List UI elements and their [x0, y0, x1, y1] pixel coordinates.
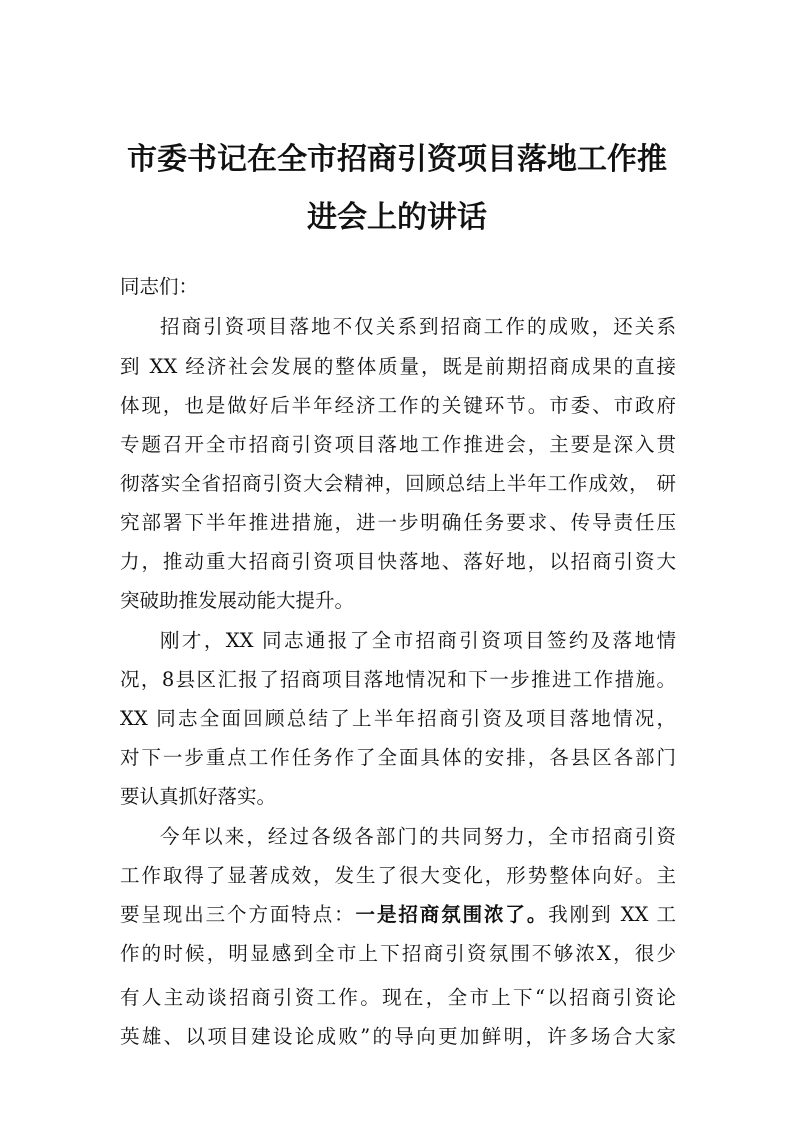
document-title-line-1: 市委书记在全市招商引资项目落地工作推 — [127, 142, 667, 177]
paragraph-line: 对下一步重点工作任务作了全面具体的安排，各县区各部门 — [120, 746, 676, 769]
paragraph-line: 要认真抓好落实。 — [120, 785, 277, 808]
paragraph-line: 今年以来，经过各级各部门的共同努力，全市招商引资 — [160, 825, 676, 848]
paragraph-line: 英雄、以项目建设论成败”的导向更加鲜明，许多场合大家 — [120, 1025, 676, 1048]
paragraph-line: XX 同志全面回顾总结了上半年招商引资及项目落地情况， — [120, 707, 676, 730]
paragraph-line: 到 XX 经济社会发展的整体质量，既是前期招商成果的直接 — [120, 355, 676, 378]
line-text: 要呈现出三个方面特点： — [120, 903, 356, 926]
paragraph-line: 招商引资项目落地不仅关系到招商工作的成败，还关系 — [160, 315, 676, 338]
paragraph-line: 究部署下半年推进措施，进一步明确任务要求、传导责任压 — [120, 511, 676, 534]
paragraph-line-with-emphasis — [120, 902, 676, 928]
emphasis-text: 一是招商氛围浓了。 — [355, 903, 549, 926]
paragraph-line: 专题召开全市招商引资项目落地工作推进会，主要是深入贯 — [120, 433, 676, 456]
document-title-line-2: 进会上的讲话 — [307, 200, 487, 235]
paragraph-line: 刚才，XX 同志通报了全市招商引资项目签约及落地情 — [160, 629, 676, 652]
paragraph-line: 彻落实全省招商引资大会精神，回顾总结上半年工作成效， 研 — [120, 472, 676, 495]
salutation: 同志们： — [120, 275, 199, 298]
paragraph-line: 有人主动谈招商引资工作。现在，全市上下“以招商引资论 — [120, 986, 676, 1009]
paragraph-line: 力，推动重大招商引资项目快落地、落好地，以招商引资大 — [120, 550, 676, 573]
paragraph-line: 工作取得了显著成效，发生了很大变化，形势整体向好。主 — [120, 864, 676, 887]
paragraph-line: 作的时候，明显感到全市上下招商引资氛围不够浓X，很少 — [120, 942, 676, 965]
paragraph-line: 况，8县区汇报了招商项目落地情况和下一步推进工作措施。 — [120, 668, 676, 691]
paragraph-line: 体现，也是做好后半年经济工作的关键环节。市委、市政府 — [120, 394, 676, 417]
paragraph-line: 突破助推发展动能大提升。 — [120, 589, 355, 612]
line-text: 我刚到 XX 工 — [548, 903, 676, 926]
